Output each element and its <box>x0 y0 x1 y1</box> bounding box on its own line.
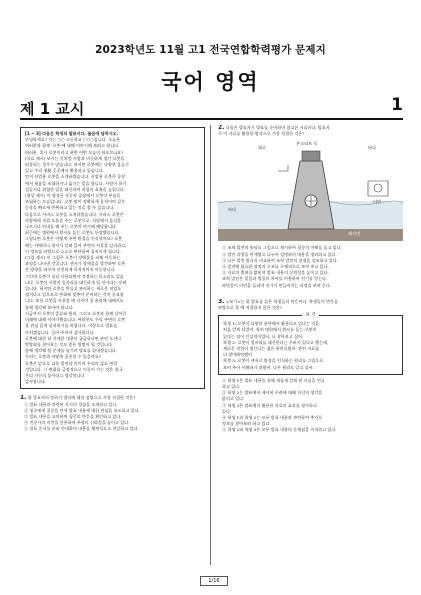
question-2-choices <box>218 245 403 288</box>
answer-choice: 정보를 찾아보려 하고 있다. <box>222 421 271 427</box>
answer-choice: ① 학생 1은 발표 내용을 통해 새롭게 알게 된 사실을 언급 <box>222 377 325 383</box>
bogi-box <box>218 315 403 375</box>
answer-choice: ⑤ 자료의 출처를 밝히며 발표 내용의 신뢰성을 높이고 있다. <box>222 270 329 276</box>
question-2-stem-line-2: 가 이 자료를 활용한 방식으로 가장 적절한 것은? <box>218 131 305 137</box>
passage-line: (그림 제시) 이 그림은 로봇이 장애물을 피해 이동하는 <box>25 255 121 261</box>
passage-line: 우리 자신의 몫이라고 생각합니다. <box>25 372 86 378</box>
bogi-line: 있다는 점이 인상적이었어. 더 찾아보고 싶어. <box>223 333 304 339</box>
question-3-stem-line-1: <보기>는 위 발표를 들은 학생들의 반응이다. 학생들의 반응을 <box>225 298 338 304</box>
bogi-line: 처음 알게 되었어. 특히 병원에서 환자를 돕는 로봇이 <box>223 327 317 333</box>
question-2-stem-line-1: 다음은 발표자가 발표를 준비하며 참고한 자료이다. 발표자 <box>225 125 330 130</box>
passage-line: 에서 제품을 조립하거나 옮기는 일을 합니다. 사람이 하기 <box>25 180 127 186</box>
passage-line: 최근에는 병원에서 환자를 돕는 로봇도 등장했습니다. <box>25 230 120 236</box>
bogi-line: 보여 주어 이해하기 쉬웠어. 다른 원리도 알고 싶어. <box>223 364 314 370</box>
passage-line: 에는 카메라나 센서가 달려 있어 주변의 사물을 감지하고, <box>25 242 127 248</box>
answer-choice: 바닷물이 터빈을 돌리며 전기가 만들어지는 과정을 보여 준다. <box>222 282 332 288</box>
page-header <box>0 0 421 122</box>
turbine-inset-box <box>368 181 388 196</box>
passage-line: 과정을 나타낸 것입니다. 센서가 장애물을 발견하면 로봇 <box>25 261 126 267</box>
passage-line: 니다. 로봇이 사람의 일자리를 대신하게 될 것이라는 우려 <box>25 279 127 285</box>
answer-choice: ① 조력 발전의 원리를 그림으로 제시하여 청중의 이해를 돕고 있다. <box>222 245 342 251</box>
question-3-stem-line-2: 바탕으로 할 때 적절하지 않은 것은? <box>218 305 283 311</box>
bogi-line: 학생 1: 로봇이 다양한 분야에서 활용되고 있다는 것을 <box>223 321 320 327</box>
right-column <box>218 125 403 434</box>
answer-choice: 조력 발전은 밀물과 썰물의 차이를 이용하여 전기를 얻는다. <box>222 276 328 282</box>
bogi-text <box>223 321 398 371</box>
passage-line: 여러분, 혹시 로봇이라고 하면 어떤 모습이 떠오르나요? <box>25 149 124 155</box>
bogi-line: 학생 2: 로봇이 일자리를 대신한다는 우려가 있다고 했는데, <box>223 339 329 345</box>
header-rule <box>20 118 403 120</box>
passage-instruction: [1 ~ 3] 다음은 학생의 발표이다. 물음에 답하시오. <box>25 131 119 136</box>
question-3-number: 3. <box>218 298 225 305</box>
passage-line: 먼저 산업용 로봇을 소개하겠습니다. 산업용 로봇은 공장 <box>25 174 126 180</box>
passage-line: 그런데 로봇이 널리 사용되면서 걱정하는 목소리도 있습 <box>25 273 124 279</box>
page-footer: 1/16 <box>200 576 228 586</box>
bogi-line: 새로운 직업이 생긴다는 점은 흥미로웠어. 관련 자료를 <box>223 346 320 352</box>
question-3-choices <box>218 378 403 434</box>
column-divider <box>210 125 211 565</box>
passage-line: 그렇다면 로봇은 어떻게 주변 환경을 인식할까요? 로봇 <box>25 236 123 242</box>
answer-choice: ③ 발표 내용을 요약하며 청중의 반응을 확인하고 있다. <box>24 413 122 419</box>
passage-text <box>25 137 200 385</box>
bogi-line: 학생 3: 로봇이 센서로 환경을 인식하는 원리를 그림으로 <box>223 358 324 364</box>
answer-choice: ② 학생 2는 발표에서 제시된 우려에 대해 자신의 생각을 <box>222 390 323 396</box>
answer-choice: ③ 학생 3은 발표에서 활용한 자료의 효과를 평가하고 <box>222 402 317 408</box>
label-dam: 콘크리트 독 <box>296 141 318 147</box>
label-sea: 바다 <box>228 207 237 213</box>
passage-line: 니다. 또한 로봇을 사용할 때 지켜야 할 윤리에 대해서도 <box>25 298 124 304</box>
answer-choice: ① 발표 내용과 관련된 자신의 경험을 소개하고 있다. <box>24 401 118 407</box>
bogi-line: 더 찾아봐야겠어. <box>223 352 254 358</box>
passage-line: 힘들거나 위험한 일을 대신하여 작업의 효율을 높입니다. <box>25 186 126 192</box>
answer-choice: 하고 있다. <box>222 384 241 390</box>
answer-choice: ⑤ 학생 2와 학생 3은 모두 발표 내용의 문제점을 지적하고 있다. <box>222 427 337 433</box>
passage-line: 이 정보를 바탕으로 스스로 판단하여 움직이게 됩니다. <box>25 248 122 254</box>
passage-line: 을 관심 있게 살펴보기를 바랍니다. 이상으로 발표를 <box>25 323 118 329</box>
passage-line: 안녕하세요? 저는 ○○ 고등학교 ○○○입니다. 오늘은 <box>25 137 121 143</box>
passage-line: 생겨나고 있으므로 변화에 맞추어 준비하는 것이 중요합 <box>25 292 124 298</box>
passage-box <box>20 127 205 389</box>
question-1-stem: 위 발표자의 말하기 방식에 대한 설명으로 가장 적절한 것은? <box>27 395 136 401</box>
seabed-shape <box>218 229 403 241</box>
question-1-number: 1. <box>20 395 27 402</box>
answer-choice: 있다. <box>222 408 232 414</box>
passage-line: 것입니다. 그 변화를 긍정적으로 이끌어 가는 것은 결국 <box>25 366 123 372</box>
passage-line: 은 방향을 바꾸어 안전하게 목적지까지 이동합니다. <box>25 267 116 273</box>
passage-line: (자료 제시) 보시는 것처럼 사람과 비슷하게 생긴 로봇을 <box>25 155 125 161</box>
answer-choice: ② 청중에게 질문을 던져 발표 내용에 대한 관심을 유도하고 있다. <box>24 407 140 413</box>
page-number: 1 <box>391 95 403 115</box>
passage-line: 감사합니다. <box>25 379 47 385</box>
tidal-diagram <box>218 141 403 241</box>
passage-line: 입니다. 하지만 로봇을 만들고 관리하는 새로운 직업도 <box>25 286 122 292</box>
passage-line: 있고 우리 생활 곳곳에서 활용되고 있습니다. <box>25 168 104 174</box>
passage-line: 나르거나 안내를 해 주는 로봇이 여기에 해당합니다. <box>25 224 118 230</box>
period-label: 제 1 교시 <box>20 100 85 118</box>
question-2 <box>218 125 403 289</box>
circuit-line <box>278 165 288 171</box>
passage-line: 여러분과 함께 '로봇'에 대해 이야기해 보려고 합니다. <box>25 143 120 149</box>
passage-line: (영상 제시) 이 영상은 자동차 공장에서 로봇이 부품을 <box>25 193 121 199</box>
passage-line: 다음으로 서비스 로봇을 소개하겠습니다. 서비스 로봇은 <box>25 211 124 217</box>
passage-line: 우리는 로봇과 어떻게 공존할 수 있을까요? <box>25 354 101 360</box>
label-circuit: 회로 <box>258 145 267 151</box>
subject-title: 국어 영역 <box>161 70 260 94</box>
passage-line: 떠올리는 경우가 많습니다. 하지만 로봇에는 다양한 종류가 <box>25 162 130 168</box>
passage-line: 박람회를 찾아보는 것도 좋은 방법이 될 것입니다. <box>25 341 114 347</box>
passage-line: 지금까지 로봇의 종류와 원리, 그리고 로봇과 함께 살아갈 <box>25 310 127 316</box>
answer-choice: ④ 학생 1과 학생 2는 모두 발표 내용과 관련하여 추가로 <box>222 415 323 421</box>
passage-line: 로봇은 앞으로 더욱 발전할 것이며 우리의 삶도 변할 <box>25 360 118 366</box>
label-turbine: 터빈 <box>373 199 382 205</box>
passage-line: 미래에 대해 이야기했습니다. 여러분도 우리 주변의 로봇 <box>25 317 126 323</box>
exam-title: 2023학년도 11월 고1 전국연합학력평가 문제지 <box>95 44 326 56</box>
label-sea-top: 바다 <box>368 145 377 151</box>
answer-choice: ⑤ 발표 순서를 미리 안내하며 내용을 체계적으로 전달하고 있다. <box>24 426 139 432</box>
left-column <box>20 125 205 433</box>
passage-line: 사람에게 직접 도움을 주는 로봇으로, 식당에서 음식을 <box>25 217 122 223</box>
answer-choice: ④ 발전에 필요한 장치의 구조를 구체적으로 보여 주고 있다. <box>222 264 329 270</box>
answer-choice: ② 발전 과정을 단계별로 나누어 설명하며 내용을 정리하고 있다. <box>222 251 337 257</box>
answer-choice: ④ 전문가의 의견을 인용하여 주장의 신뢰성을 높이고 있다. <box>24 420 130 426</box>
passage-line: 함께 생각해 보아야 합니다. <box>25 304 74 310</box>
passage-line: 마치겠습니다. 들어 주셔서 감사합니다. <box>25 329 95 335</box>
question-2-number: 2. <box>218 125 225 131</box>
question-3 <box>218 299 403 434</box>
answer-choice: 밝히고 있다. <box>222 396 245 402</box>
passage-line: 함께 생각해 볼 문제를 남기며 발표를 끝내겠습니다. <box>25 348 118 354</box>
answer-choice: ③ 다른 발전 방식과 비교하여 조력 발전의 장점을 강조하고 있다. <box>222 257 338 263</box>
tidal-diagram-svg <box>218 141 403 241</box>
question-1-choices <box>20 402 205 433</box>
label-seabed: 해저면 <box>348 231 361 237</box>
dam-house-shape <box>302 151 320 161</box>
bogi-label: 보 기 <box>302 313 318 318</box>
question-1 <box>20 395 205 432</box>
passage-line: 동작을 빠르게 반복하고 있는 것을 볼 수 있습니다. <box>25 205 115 211</box>
passage-line: 로봇에 대한 더 자세한 내용이 궁금하다면 관련 도서나 <box>25 335 122 341</box>
passage-line: 조립하는 모습입니다. 로봇 팔이 정확하게 움직이며 같은 <box>25 199 126 205</box>
